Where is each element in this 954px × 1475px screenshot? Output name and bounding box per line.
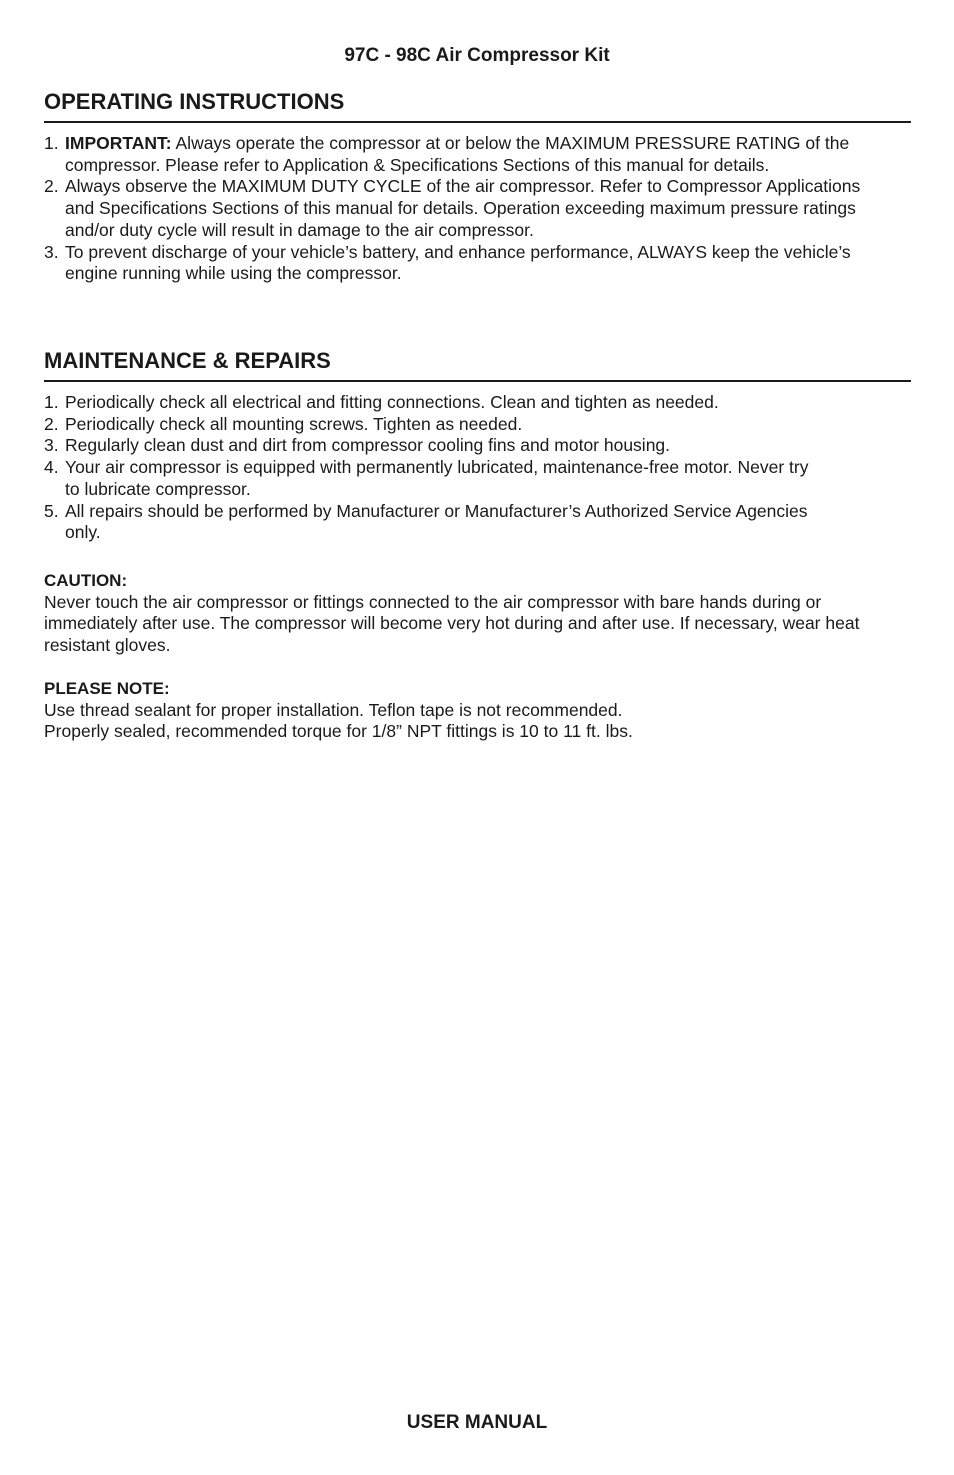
- caution-block: [44, 570, 911, 657]
- list-item: [44, 242, 911, 285]
- item-text: Your air compressor is equipped with permanently lubricated, maintenance-free motor. Never try to lubricate compressor.: [65, 457, 809, 499]
- list-item: [44, 176, 911, 241]
- please-note-block: [44, 678, 911, 743]
- please-note-line: Properly sealed, recommended torque for 1/8” NPT fittings is 10 to 11 ft. lbs.: [44, 721, 633, 742]
- item-text: Periodically check all mounting screws. Tighten as needed.: [65, 413, 523, 434]
- list-item: [44, 457, 821, 500]
- list-item: [44, 392, 821, 414]
- item-number: 5.: [44, 500, 59, 521]
- maintenance-repairs-section: [44, 347, 911, 544]
- please-note-title: PLEASE NOTE:: [44, 679, 170, 698]
- item-number: 1.: [44, 392, 59, 412]
- item-text: Always operate the compressor at or below the MAXIMUM PRESSURE RATING of the compressor. Please refer to Application & Specifications Sections of this manual for details.: [65, 133, 850, 175]
- item-number: 4.: [44, 457, 59, 478]
- item-number: 3.: [44, 435, 59, 456]
- list-item: [44, 435, 821, 457]
- maintenance-repairs-list: [44, 392, 911, 544]
- page-header-title: 97C - 98C Air Compressor Kit: [344, 45, 610, 66]
- item-number: 3.: [44, 241, 59, 262]
- caution-title: CAUTION:: [44, 571, 128, 590]
- caution-text: Never touch the air compressor or fittings connected to the air compressor with bare hands during or immediately after use. The compressor will become very hot during and after use. If necessary, wear heat resistant gloves.: [44, 591, 860, 656]
- list-item: [44, 414, 821, 436]
- item-text: Always observe the MAXIMUM DUTY CYCLE of the air compressor. Refer to Compressor Applications and Specifications Sections of this manual for details. Operation exceeding maximum pressure ratings and/or duty cycle will result in damage to the air compressor.: [65, 176, 861, 240]
- list-item: [44, 133, 911, 176]
- item-text: Regularly clean dust and dirt from compressor cooling fins and motor housing.: [65, 435, 671, 456]
- item-number: 2.: [44, 176, 59, 197]
- operating-instructions-list: [44, 133, 911, 285]
- item-text: Periodically check all electrical and fitting connections. Clean and tighten as needed.: [65, 392, 719, 412]
- operating-instructions-section: [44, 88, 911, 285]
- list-item: [44, 501, 821, 544]
- item-text: All repairs should be performed by Manufacturer or Manufacturer’s Authorized Service Agencies only.: [65, 500, 808, 543]
- footer-label: USER MANUAL: [406, 1412, 548, 1433]
- operating-instructions-heading: OPERATING INSTRUCTIONS: [44, 88, 911, 123]
- item-number: 1.: [44, 133, 59, 153]
- item-text: To prevent discharge of your vehicle’s battery, and enhance performance, ALWAYS keep the vehicle’s engine running while using the compressor.: [65, 241, 851, 284]
- important-label: IMPORTANT:: [65, 133, 172, 153]
- item-number: 2.: [44, 413, 59, 434]
- maintenance-repairs-heading: MAINTENANCE & REPAIRS: [44, 347, 911, 382]
- please-note-line: Use thread sealant for proper installation. Teflon tape is not recommended.: [44, 699, 623, 720]
